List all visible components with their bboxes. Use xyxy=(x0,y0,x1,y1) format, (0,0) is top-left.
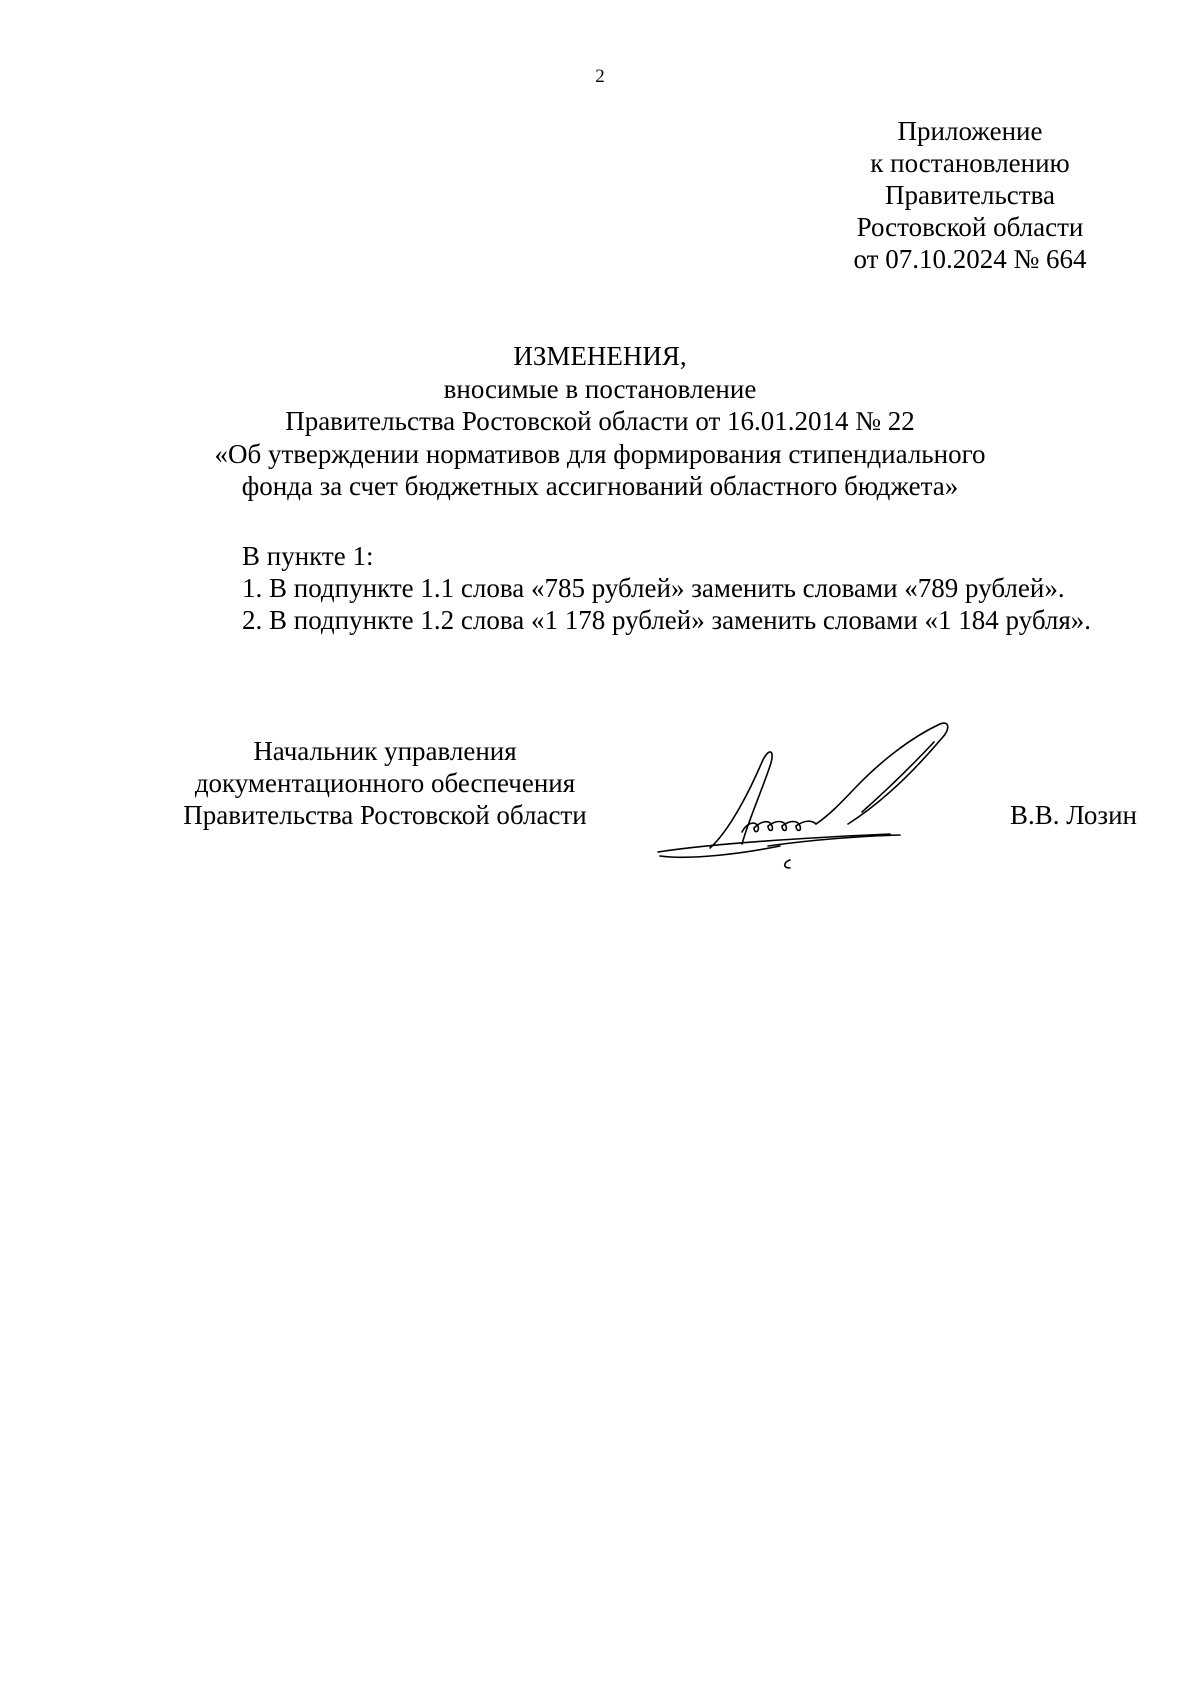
heading-line: «Об утверждении нормативов для формирования стипендиального xyxy=(214,438,986,469)
appendix-block xyxy=(820,115,1120,275)
appendix-line: Ростовской области xyxy=(856,212,1084,242)
heading-line: вносимые в постановление xyxy=(443,373,757,404)
appendix-line: Приложение xyxy=(897,116,1043,146)
document-body xyxy=(242,540,1162,636)
body-intro: В пункте 1: xyxy=(242,541,374,571)
body-item: 1. В подпункте 1.1 слова «785 рублей» заменить словами «789 рублей». xyxy=(242,573,1065,603)
heading-line: фонда за счет бюджетных ассигнований областного бюджета» xyxy=(241,471,959,501)
heading-line: Правительства Ростовской области от 16.01.2014 № 22 xyxy=(285,406,915,436)
body-item: 2. В подпункте 1.2 слова «1 178 рублей» заменить словами «1 184 рубля». xyxy=(242,605,1092,635)
document-heading xyxy=(0,340,1200,503)
appendix-line: от 07.10.2024 № 664 xyxy=(853,244,1087,274)
signer-name: В.В. Лозин xyxy=(1010,800,1137,830)
document-title: ИЗМЕНЕНИЯ, xyxy=(513,341,687,371)
appendix-line: к постановлению xyxy=(870,148,1070,178)
handwritten-signature xyxy=(650,720,980,870)
signer-position xyxy=(150,735,620,831)
signer-position-line: документационного обеспечения xyxy=(194,768,576,798)
signer-position-line: Правительства Ростовской области xyxy=(183,800,587,830)
page-number: 2 xyxy=(595,66,605,87)
appendix-line: Правительства xyxy=(885,180,1055,210)
signer-position-line: Начальник управления xyxy=(253,736,517,766)
